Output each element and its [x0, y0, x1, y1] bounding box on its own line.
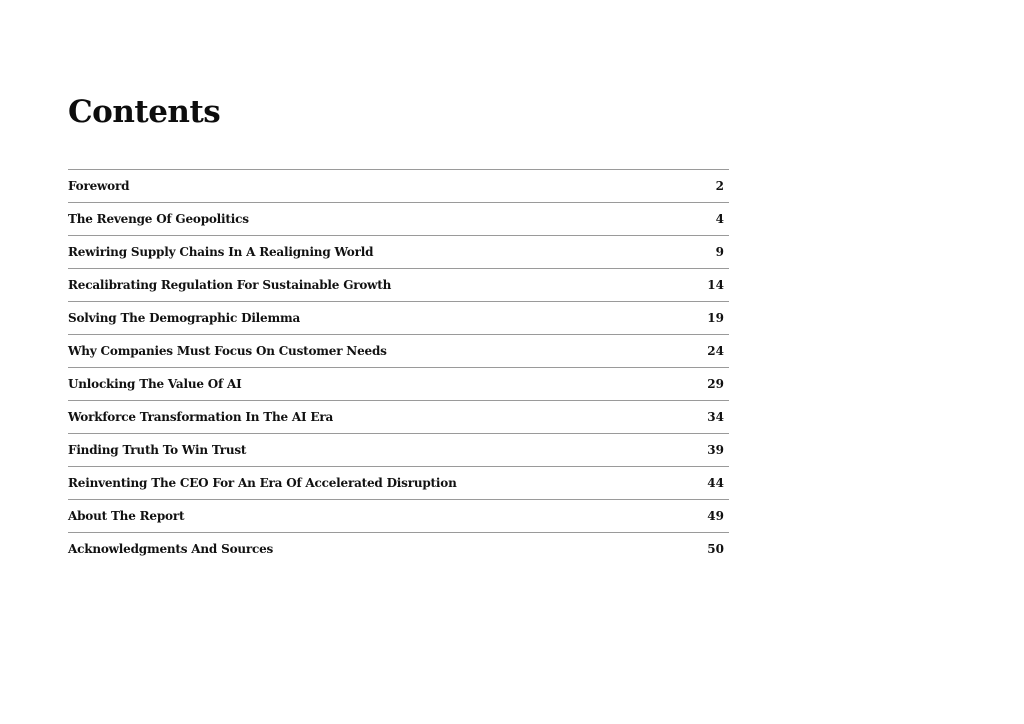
toc-entry-title: About The Report [68, 509, 185, 523]
page-title: Contents [68, 94, 221, 130]
toc-entry-finding-truth[interactable] [68, 434, 729, 467]
toc-entry-page-number: 24 [707, 344, 724, 358]
toc-entry-title: Foreword [68, 179, 130, 193]
toc-entry-page-number: 50 [707, 542, 724, 556]
toc-entry-page-number: 9 [715, 245, 724, 259]
toc-entry-title: Why Companies Must Focus On Customer Needs [68, 344, 387, 358]
toc-entry-page-number: 39 [707, 443, 724, 457]
toc-entry-workforce-transformation[interactable] [68, 401, 729, 434]
table-of-contents [68, 169, 729, 565]
toc-entry-title: Recalibrating Regulation For Sustainable Growth [68, 278, 392, 292]
toc-entry-page-number: 19 [707, 311, 724, 325]
toc-entry-title: Acknowledgments And Sources [68, 542, 274, 556]
toc-entry-title: The Revenge Of Geopolitics [68, 212, 249, 226]
toc-entry-title: Workforce Transformation In The AI Era [68, 410, 334, 424]
toc-entry-foreword[interactable] [68, 170, 729, 203]
toc-entry-rewiring-supply-chains[interactable] [68, 236, 729, 269]
toc-entry-value-of-ai[interactable] [68, 368, 729, 401]
toc-entry-title: Rewiring Supply Chains In A Realigning World [68, 245, 374, 259]
toc-entry-demographic-dilemma[interactable] [68, 302, 729, 335]
toc-entry-customer-needs[interactable] [68, 335, 729, 368]
toc-entry-revenge-of-geopolitics[interactable] [68, 203, 729, 236]
toc-entry-page-number: 49 [707, 509, 724, 523]
toc-entry-title: Finding Truth To Win Trust [68, 443, 247, 457]
toc-entry-page-number: 4 [715, 212, 724, 226]
toc-entry-page-number: 34 [707, 410, 724, 424]
toc-entry-page-number: 29 [707, 377, 724, 391]
toc-entry-reinventing-the-ceo[interactable] [68, 467, 729, 500]
toc-entry-title: Reinventing The CEO For An Era Of Accelerated Disruption [68, 476, 457, 490]
toc-entry-title: Solving The Demographic Dilemma [68, 311, 301, 325]
toc-entry-acknowledgments[interactable] [68, 533, 729, 565]
toc-entry-title: Unlocking The Value Of AI [68, 377, 242, 391]
toc-entry-page-number: 14 [707, 278, 724, 292]
toc-entry-recalibrating-regulation[interactable] [68, 269, 729, 302]
toc-entry-page-number: 44 [707, 476, 724, 490]
toc-entry-about-the-report[interactable] [68, 500, 729, 533]
toc-entry-page-number: 2 [715, 179, 724, 193]
